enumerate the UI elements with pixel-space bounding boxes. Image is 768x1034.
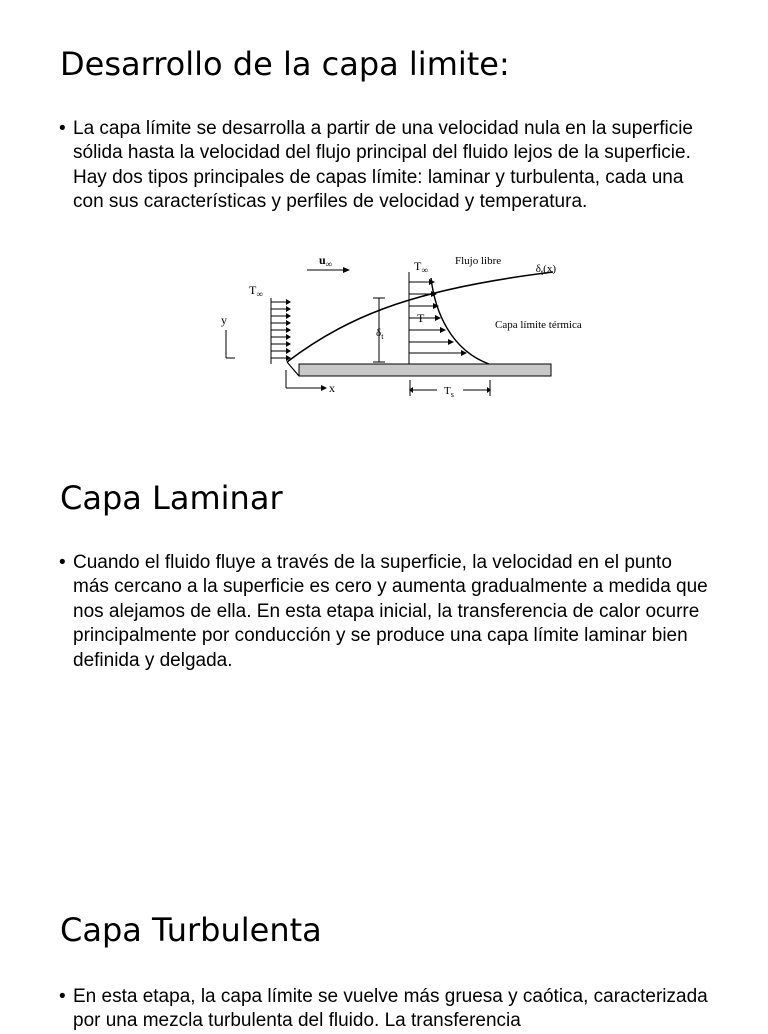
bullet-dot: •: [59, 986, 66, 1007]
bullet-dot: •: [59, 118, 66, 139]
bullet-laminar: [60, 551, 710, 673]
u-inf-label: $u_\infty$: [319, 253, 333, 269]
t-label: T: [417, 311, 425, 325]
x-axis-label: x: [329, 381, 335, 395]
bullet-desarrollo: [60, 117, 710, 215]
t-inf-top-label: $T_\infty$: [414, 259, 428, 275]
capa-termica-label: Capa límite térmica: [495, 319, 582, 331]
delta-t-label: $\delta_t$: [376, 327, 384, 341]
t-inf-left-label: $T_\infty$: [249, 283, 263, 299]
plate: [299, 364, 551, 376]
section-title-turbulenta: Capa Turbulenta: [60, 911, 322, 949]
section-title-laminar: Capa Laminar: [60, 479, 283, 517]
section-title-desarrollo: Desarrollo de la capa limite:: [60, 45, 510, 83]
bullet-text-turbulenta: En esta etapa, la capa límite se vuelve más gruesa y caótica, caracterizada por una mezcla turbulenta del fluido. La transferencia: [73, 986, 708, 1032]
inlet-arrows: [271, 302, 286, 358]
bullet-turbulenta: [60, 985, 710, 1034]
thermal-boundary-layer-diagram: [213, 252, 582, 399]
temperature-profile-curve: [431, 278, 489, 364]
flujo-libre-label: Flujo libre: [455, 255, 502, 267]
ts-label: $T_s$: [444, 385, 454, 399]
inlet-arrowheads: [286, 299, 291, 361]
delta-x-label: $\delta_t(x)$: [535, 263, 556, 277]
bullet-text-desarrollo: La capa límite se desarrolla a partir de una velocidad nula en la superficie sólida hasta la velocidad del flujo principal del fluido lejos de la superficie. Hay dos tipos principales de capas límite: laminar y turbulenta, cada una con sus características y perfiles de velocidad y temperatura.: [73, 118, 693, 213]
bullet-dot: •: [59, 552, 66, 573]
plate-leading-edge: [287, 362, 299, 376]
bullet-text-laminar: Cuando el fluido fluye a través de la superficie, la velocidad en el punto más cercano a la superficie es cero y aumenta gradualmente a medida que nos alejamos de ella. En esta etapa inicial, la transferencia de calor ocurre principalmente por conducción y se produce una capa límite laminar bien definida y delgada.: [73, 552, 708, 671]
y-axis-label: y: [221, 313, 227, 327]
